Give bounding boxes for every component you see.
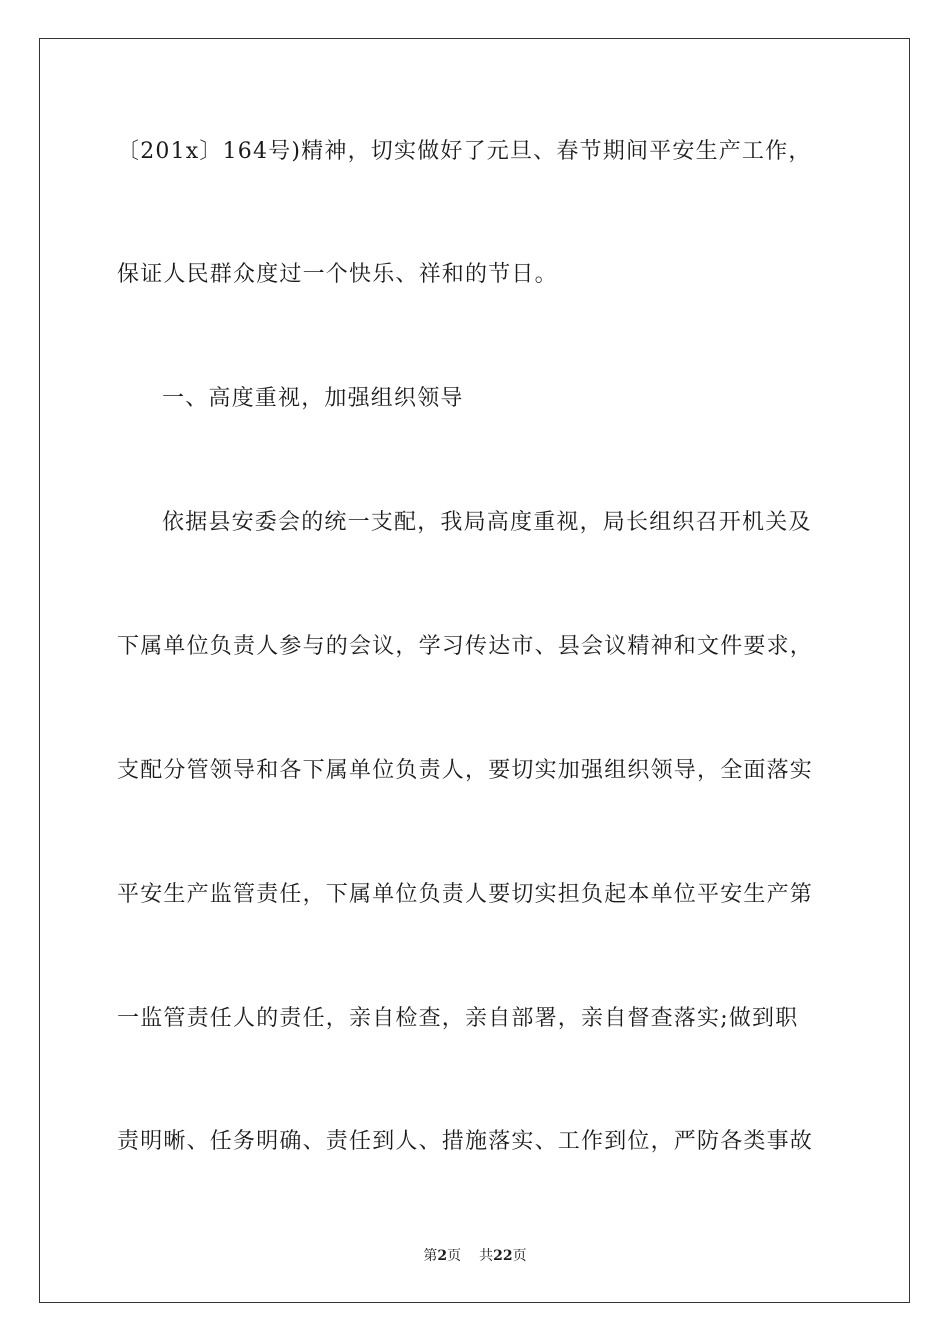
- total-pages: 22: [493, 1248, 513, 1264]
- page-number: 2: [437, 1248, 448, 1264]
- body-line-7: 平安生产监管责任，下属单位负责人要切实担负起本单位平安生产第: [117, 882, 814, 907]
- body-line-9: 责明晰、任务明确、责任到人、措施落实、工作到位，严防各类事故: [117, 1129, 814, 1154]
- total-suffix: 页: [512, 1248, 527, 1264]
- body-line-4: 依据县安委会的统一支配，我局高度重视，局长组织召开机关及: [162, 510, 812, 535]
- page-footer: [0, 1246, 950, 1266]
- page-prefix: 第: [423, 1248, 438, 1264]
- page-suffix: 页: [447, 1248, 462, 1264]
- body-line-1: 〔201x〕164号)精神，切实做好了元旦、春节期间平安生产工作，: [117, 139, 812, 164]
- page-border: [39, 38, 910, 1303]
- body-line-2: 保证人民群众度过一个快乐、祥和的节日。: [117, 262, 558, 287]
- section-heading: 一、高度重视，加强组织领导: [162, 386, 464, 411]
- body-line-5: 下属单位负责人参与的会议，学习传达市、县会议精神和文件要求，: [117, 634, 814, 659]
- body-line-6: 支配分管领导和各下属单位负责人，要切实加强组织领导，全面落实: [117, 758, 814, 783]
- body-line-8: 一监管责任人的责任，亲自检查，亲自部署，亲自督查落实;做到职: [117, 1006, 799, 1031]
- total-prefix: 共: [479, 1248, 494, 1264]
